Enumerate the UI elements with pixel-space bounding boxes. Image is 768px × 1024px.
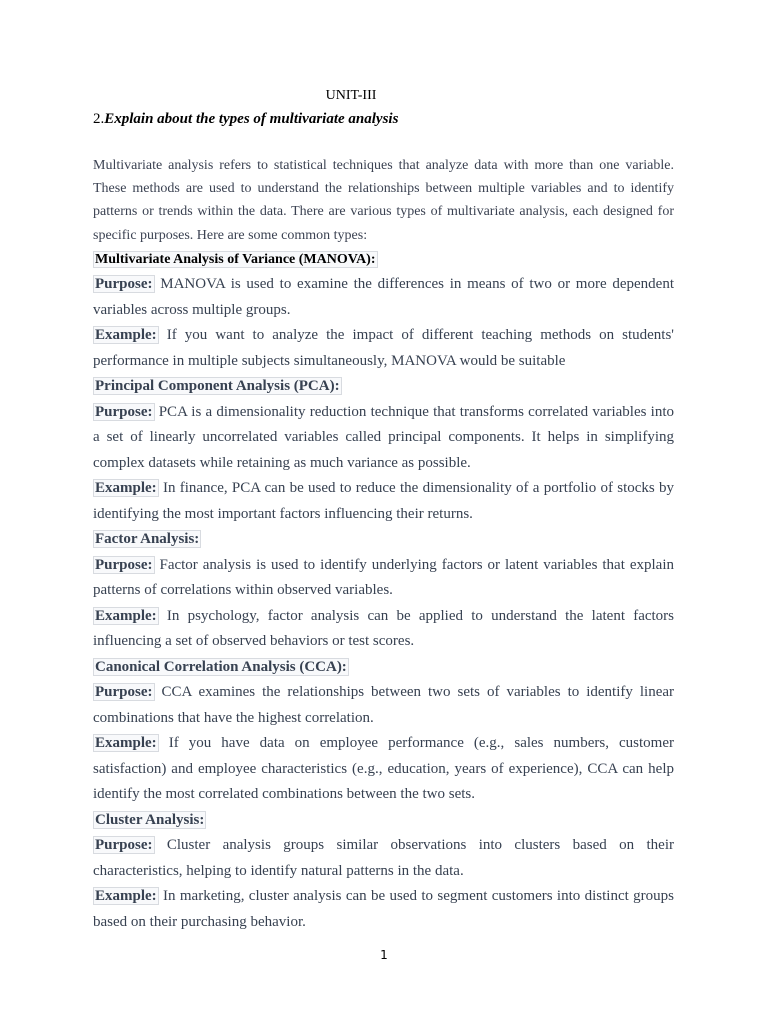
- section-heading: [93, 374, 674, 400]
- example-paragraph: [93, 604, 674, 655]
- example-text: In marketing, cluster analysis can be used to segment customers into distinct groups based on their purchasing behavior.: [93, 888, 674, 930]
- section-heading-text: Multivariate Analysis of Variance (MANOVA):: [95, 252, 376, 267]
- question-title: Explain about the types of multivariate analysis: [104, 111, 399, 127]
- purpose-text: CCA examines the relationships between two sets of variables to identify linear combinations that have the highest correlation.: [93, 684, 675, 726]
- example-paragraph: [93, 476, 674, 527]
- page-number: 1: [380, 948, 388, 962]
- purpose-paragraph: [93, 553, 674, 604]
- section-heading-text: Factor Analysis:: [95, 531, 200, 547]
- example-text: In psychology, factor analysis can be applied to understand the latent factors influencing a set of observed behaviors or test scores.: [93, 607, 675, 649]
- section-pca: [93, 374, 674, 527]
- section-factor-analysis: [93, 527, 674, 655]
- purpose-paragraph: [93, 833, 674, 884]
- section-heading: [93, 527, 674, 553]
- unit-heading: UNIT-III: [325, 88, 377, 103]
- purpose-text: Cluster analysis groups similar observations into clusters based on their characteristics, helping to identify natural patterns in the data.: [93, 837, 675, 879]
- section-cca: [93, 655, 674, 808]
- purpose-text: PCA is a dimensionality reduction technique that transforms correlated variables into a set of linearly uncorrelated variables called principal components. It helps in simplifying complex datasets while retaining as much variance as possible.: [93, 403, 675, 471]
- purpose-text: Factor analysis is used to identify underlying factors or latent variables that explain patterns of correlations within observed variables.: [93, 556, 675, 598]
- purpose-label: Purpose:: [95, 684, 153, 700]
- example-paragraph: [93, 323, 674, 374]
- section-heading: [93, 248, 674, 272]
- example-text: In finance, PCA can be used to reduce the dimensionality of a portfolio of stocks by identifying the most important factors influencing their returns.: [93, 480, 675, 522]
- section-heading-text: Canonical Correlation Analysis (CCA):: [95, 658, 347, 675]
- purpose-paragraph: [93, 400, 674, 477]
- example-text: If you want to analyze the impact of different teaching methods on students' performance in multiple subjects simultaneously, MANOVA would be suitable: [93, 327, 675, 369]
- section-heading-text: Principal Component Analysis (PCA):: [95, 378, 340, 394]
- purpose-text: MANOVA is used to examine the differences in means of two or more dependent variables across multiple groups.: [93, 276, 674, 318]
- purpose-paragraph: [93, 272, 674, 323]
- question-number: 2.: [93, 111, 105, 127]
- question-heading: [93, 110, 398, 128]
- example-paragraph: [93, 884, 674, 935]
- section-cluster-analysis: [93, 808, 674, 936]
- section-manova: [93, 248, 674, 374]
- purpose-label: Purpose:: [95, 837, 153, 853]
- section-heading: [93, 808, 674, 834]
- example-label: Example:: [95, 327, 157, 343]
- intro-paragraph: Multivariate analysis refers to statistical techniques that analyze data with more than one variable. These methods are used to understand the relationships between multiple variables and to identify patterns or trends within the data. There are various types of multivariate analysis, each designed for specific purposes. Here are some common types:: [93, 158, 674, 243]
- example-label: Example:: [95, 735, 157, 751]
- purpose-label: Purpose:: [95, 276, 153, 292]
- example-label: Example:: [95, 888, 157, 904]
- example-label: Example:: [95, 607, 157, 624]
- purpose-label: Purpose:: [95, 556, 153, 573]
- document-body: [93, 248, 674, 935]
- example-text: If you have data on employee performance (e.g., sales numbers, customer satisfaction) and employee characteristics (e.g., education, years of experience), CCA can help identify the most correlated combinations between the two sets.: [93, 735, 674, 802]
- example-label: Example:: [95, 480, 157, 496]
- example-paragraph: [93, 731, 674, 808]
- purpose-label: Purpose:: [95, 403, 153, 420]
- section-heading: [93, 655, 674, 681]
- purpose-paragraph: [93, 680, 674, 731]
- section-heading-text: Cluster Analysis:: [95, 811, 205, 828]
